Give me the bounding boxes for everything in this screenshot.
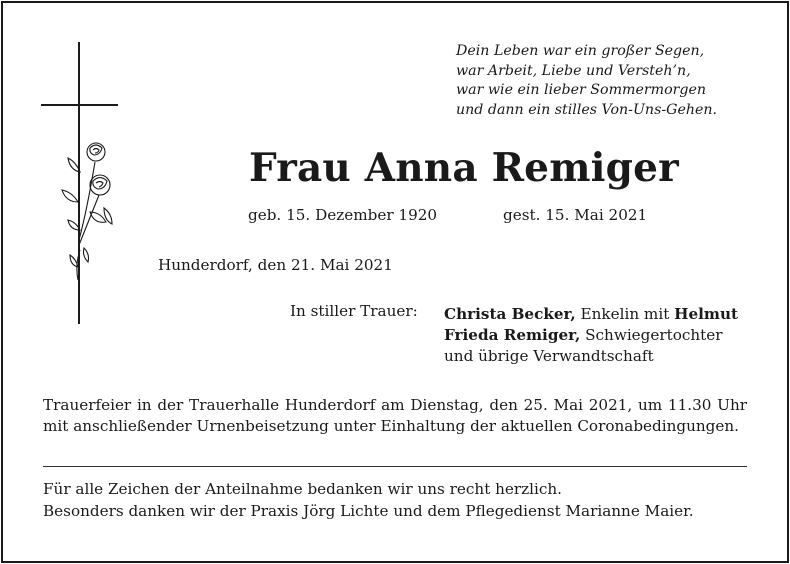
poem-line: war wie ein lieber Sommermorgen [456,82,707,98]
death-date: gest. 15. Mai 2021 [503,206,648,224]
mourner-line [444,325,764,346]
mourner-line: und übrige Verwandtschaft [444,347,654,365]
divider [43,466,747,467]
poem-line: und dann ein stilles Von-Uns-Gehen. [456,101,718,118]
place-date: Hunderdorf, den 21. Mai 2021 [158,256,393,274]
birth-date: geb. 15. Dezember 1920 [248,206,438,224]
poem-line: Dein Leben war ein großer Segen, [456,43,705,59]
deceased-name: Frau Anna Remiger [249,145,679,191]
poem [456,42,766,120]
poem-line: war Arbeit, Liebe und Versteh’n, [456,62,691,79]
funeral-notice: Trauerfeier in der Trauerhalle Hunderdorf am Dienstag, den 25. Mai 2021, um 11.30 Uhr mit anschließender Urnenbeisetzung unter Einhaltung der aktuellen Coronabedingungen. [43,396,747,435]
thanks-line: Besonders danken wir der Praxis Jörg Lichte und dem Pflegedienst Marianne Maier. [43,502,694,520]
mourner-line [444,304,764,325]
mourners-label: In stiller Trauer: [290,302,418,320]
mourner-relation: Schwiegertochter [580,326,723,344]
mourner-name: Christa Becker, [444,305,576,323]
mourners-list [444,304,764,367]
mourner-name: Helmut [674,305,739,323]
cross-with-roses-icon [38,40,128,328]
mourner-relation: Enkelin mit [575,305,675,323]
thanks-line: Für alle Zeichen der Anteilnahme bedanken wir uns recht herzlich. [43,480,562,498]
mourner-name: Frieda Remiger, [444,326,581,344]
